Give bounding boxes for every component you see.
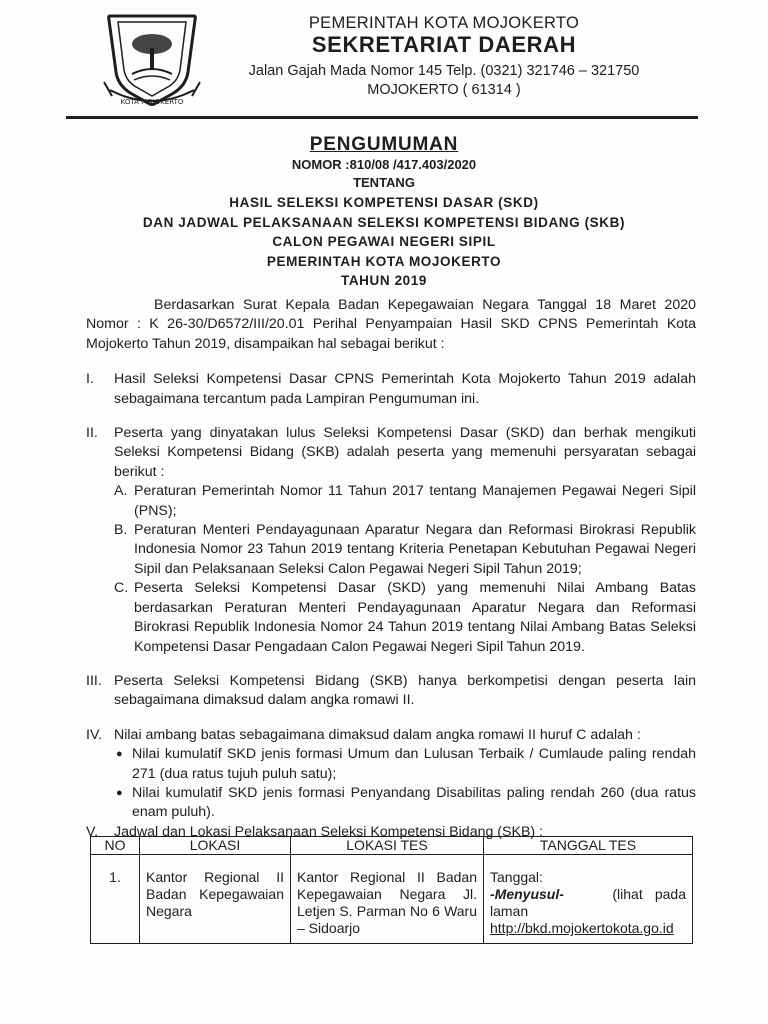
office-address: Jalan Gajah Mada Nomor 145 Telp. (0321) 321746 – 321750 [248,63,640,79]
section-3 [86,672,696,711]
column-header-no: NO [91,837,140,855]
cell-lokasi-tes: Kantor Regional II Badan Kepegawaian Negara Jl. Letjen S. Parman No 6 Waru – Sidoarjo [291,855,484,944]
date-note: (lihat pada laman [490,886,686,919]
logo-motto-text: KOTA MOJOKERTO [120,98,184,106]
requirement-item [114,579,696,657]
title-line: CALON PEGAWAI NEGERI SIPIL [272,234,496,249]
bullet-icon: ● [116,786,123,799]
table-row [91,855,693,944]
office-name: SEKRETARIAT DAERAH [311,32,577,57]
section-text: Hasil Seleksi Kompetensi Dasar CPNS Pemerintah Kota Mojokerto Tahun 2019 adalah sebagaimana tercantum pada Lampiran Pengumuman ini. [114,371,696,407]
letterhead [222,14,666,99]
announcement-about: TENTANG [353,175,415,190]
cell-tanggal-tes [484,855,693,944]
title-line: TAHUN 2019 [340,273,428,288]
column-header-tanggal-tes: TANGGAL TES [484,837,693,855]
item-letter: B. [114,522,128,539]
item-text: Peraturan Menteri Pendayagunaan Aparatur Negara dan Reformasi Birokrasi Republik Indonesia Nomor 23 Tahun 2019 tentang Kriteria Penetapan Kebutuhan Pegawai Negeri Sipil dan Pelaksanaan Seleksi Calon Pegawai Negeri Sipil Tahun 2019; [134,522,696,577]
threshold-bullet [114,745,696,784]
item-text: Peraturan Pemerintah Nomor 11 Tahun 2017 tentang Manajemen Pegawai Negeri Sipil (PNS); [134,483,696,519]
item-letter: A. [114,483,128,500]
item-text: Peserta Seleksi Kompetensi Dasar (SKD) yang memenuhi Nilai Ambang Batas berdasarkan Peraturan Menteri Pendayagunaan Aparatur Negara dan Reformasi Birokrasi Republik Indonesia Nomor 24 Tahun 2019 tentang Nilai Ambang Batas Seleksi Kompetensi Dasar Pengadaan Calon Pegawai Negeri Sipil Tahun 2019. [134,580,696,655]
section-number: IV. [86,726,103,743]
section-text: Nilai ambang batas sebagaimana dimaksud dalam angka romawi II huruf C adalah : [114,726,641,743]
section-2 [86,424,696,657]
requirement-item [114,482,696,521]
item-letter: C. [114,580,129,597]
title-line: PEMERINTAH KOTA MOJOKERTO [266,253,502,269]
announcement-title-block [100,134,668,291]
bullet-text: Nilai kumulatif SKD jenis formasi Umum dan Lulusan Terbaik / Cumlaude paling rendah 271 (dua ratus tujuh puluh satu); [132,746,696,782]
announcement-number: NOMOR :810/08 /417.403/2020 [291,157,477,172]
intro-paragraph: Berdasarkan Surat Kepala Badan Kepegawaian Negara Tanggal 18 Maret 2020 Nomor : K 26-30/D6572/III/20.01 Perihal Penyampaian Hasil SKD CPNS Pemerintah Kota Mojokerto Tahun 2019, disampaikan hal sebagai berikut : [86,297,696,352]
column-header-lokasi-tes: LOKASI TES [291,837,484,855]
section-text: Jadwal dan Lokasi Pelaksanaan Seleksi Kompetensi Bidang (SKB) : [114,823,544,840]
section-number: II. [86,425,98,442]
office-city: MOJOKERTO ( 61314 ) [367,82,521,98]
section-number: I. [86,371,94,388]
threshold-bullet [114,784,696,823]
cell-lokasi: Kantor Regional II Badan Kepegawaian Negara [140,855,291,944]
section-text: Peserta yang dinyatakan lulus Seleksi Kompetensi Dasar (SKD) dan berhak mengikuti Seleksi Kompetensi Bidang (SKB) adalah peserta yang memenuhi persyaratan sebagai berikut : [114,425,696,480]
title-line: DAN JADWAL PELAKSANAAN SELEKSI KOMPETENSI BIDANG (SKB) [142,214,626,230]
date-value: -Menyusul- [490,886,564,902]
skb-schedule-table [90,836,693,944]
date-label: Tanggal: [490,869,543,885]
announcement-heading: PENGUMUMAN [309,134,459,155]
title-line: HASIL SELEKSI KOMPETENSI DASAR (SKD) [229,195,539,210]
letterhead-divider [66,116,698,119]
section-1 [86,370,696,409]
section-number: III. [86,672,102,689]
section-text: Peserta Seleksi Kompetensi Bidang (SKB) hanya berkompetisi dengan peserta lain sebagaimana dimaksud dalam angka romawi II. [114,672,696,709]
section-4 [86,726,696,823]
announcement-body [86,296,696,842]
bullet-icon: ● [116,748,123,761]
bkd-website-link[interactable]: http://bkd.mojokertokota.go.id [490,920,674,936]
section-number: V. [86,823,99,840]
table-header-row [91,837,693,855]
city-emblem-logo [96,12,208,108]
column-header-lokasi: LOKASI [140,837,291,855]
government-name: PEMERINTAH KOTA MOJOKERTO [308,14,580,32]
requirement-item [114,521,696,579]
cell-no: 1. [91,855,140,944]
bullet-text: Nilai kumulatif SKD jenis formasi Penyandang Disabilitas paling rendah 260 (dua ratus enam puluh). [132,784,696,821]
